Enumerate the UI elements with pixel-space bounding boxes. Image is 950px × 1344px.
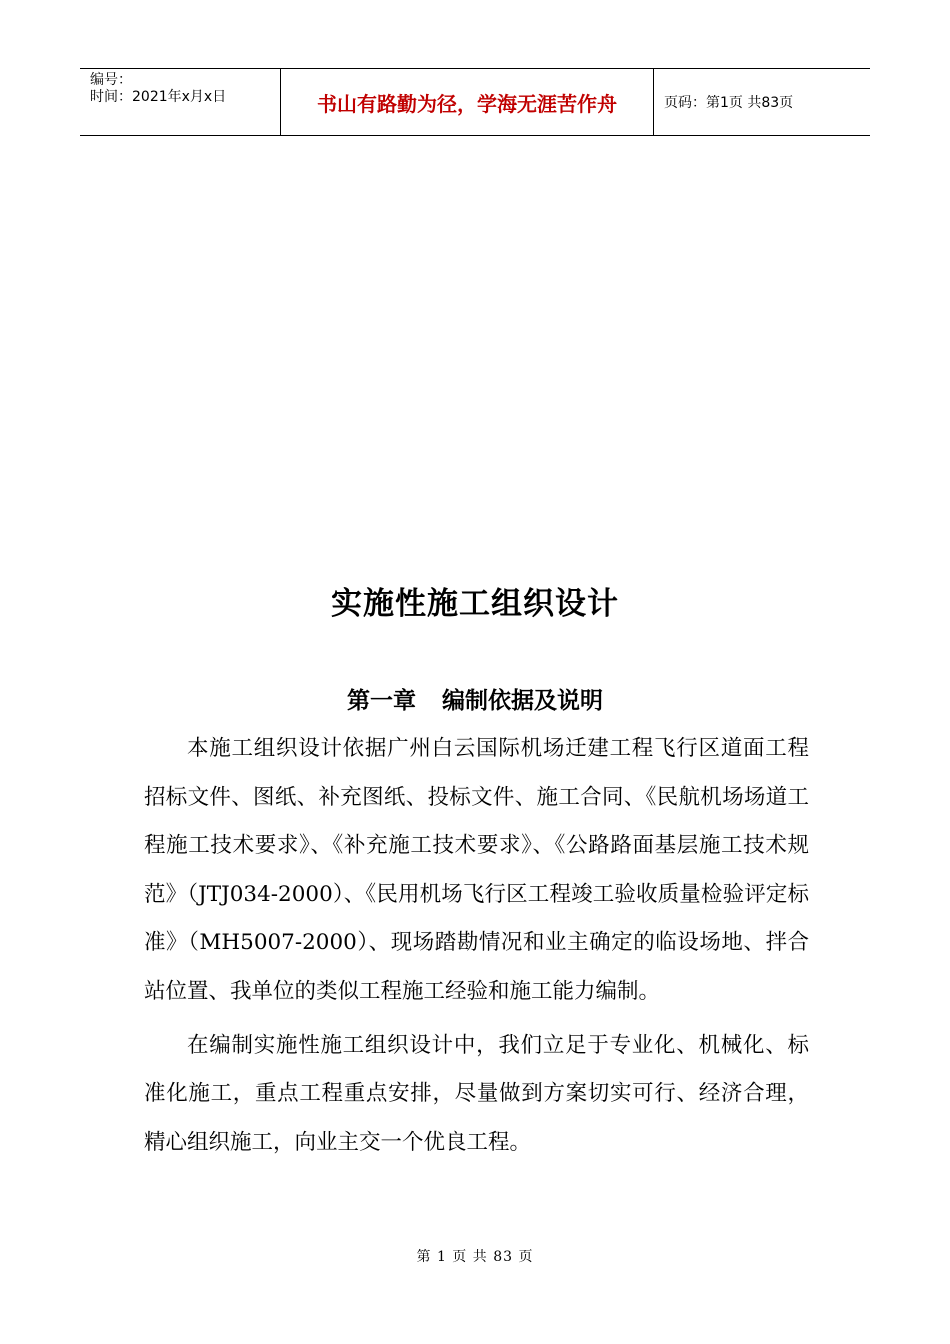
- header-meta-cell: [80, 69, 281, 135]
- document-date-label: 时间：2021年x月x日: [90, 89, 227, 105]
- chapter-title: 编制依据及说明: [442, 688, 603, 714]
- header-page-cell: [654, 69, 870, 135]
- body-paragraph: 本施工组织设计依据广州白云国际机场迁建工程飞行区道面工程招标文件、图纸、补充图纸、投标文件、施工合同、《民航机场场道工程施工技术要求》、《补充施工技术要求》、《公路路面基层施工技术规范》（JTJ034-2000）、《民用机场飞行区工程竣工验收质量检验评定标准》（MH5007-2000）、现场踏勘情况和业主确定的临设场地、拌合站位置、我单位的类似工程施工经验和施工能力编制。: [144, 736, 809, 1004]
- header-table: [80, 68, 870, 136]
- page-footer: 第 1 页 共 83 页: [416, 1249, 534, 1265]
- chapter-heading: [0, 682, 950, 715]
- header-page-info: 页码：第1页 共83页: [664, 95, 794, 111]
- document-title: 实施性施工组织设计: [331, 586, 619, 622]
- body-text: [144, 725, 809, 1172]
- chapter-number: 第一章: [347, 688, 416, 714]
- header-motto: 书山有路勤为径，学海无涯苦作舟: [317, 91, 617, 116]
- header-motto-cell: [281, 69, 654, 135]
- body-paragraph: 在编制实施性施工组织设计中，我们立足于专业化、机械化、标准化施工，重点工程重点安排，尽量做到方案切实可行、经济合理，精心组织施工，向业主交一个优良工程。: [144, 1032, 809, 1155]
- document-number-label: 编号：: [90, 72, 132, 88]
